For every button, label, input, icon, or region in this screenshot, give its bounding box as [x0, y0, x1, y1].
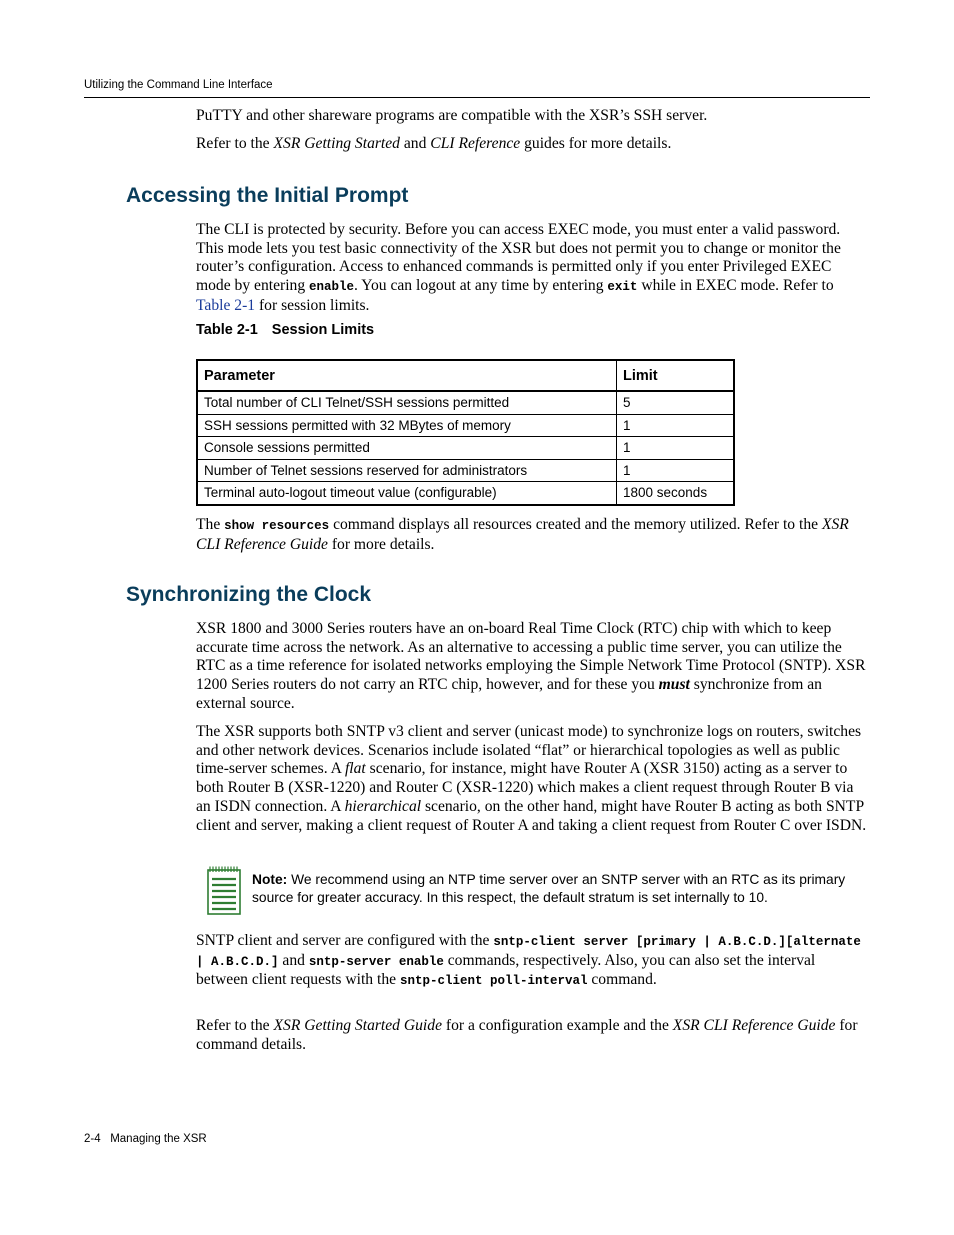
session-limits-table [196, 359, 735, 506]
header-rule [84, 97, 870, 98]
guide-title: XSR CLI Reference Guide [672, 1017, 836, 1034]
table-cell: Number of Telnet sessions reserved for administrators [197, 459, 617, 482]
note-text: Note: We recommend using an NTP time server over an SNTP server with an RTC as its primary source for greater accuracy. In this respect, the default stratum is set internally to 10. [252, 872, 846, 905]
emphasis-must: must [658, 676, 690, 694]
table-header-row [197, 360, 734, 391]
table-cell: 5 [617, 391, 735, 414]
table-2-1-link[interactable]: Table 2-1 [196, 296, 256, 314]
command-show-resources: show resources [224, 519, 330, 533]
section-heading-initial-prompt: Accessing the Initial Prompt [126, 184, 409, 207]
guide-title: XSR Getting Started Guide [273, 1017, 442, 1034]
table-cell: SSH sessions permitted with 32 MBytes of memory [197, 414, 617, 437]
table-caption: Table 2-1 Session Limits [196, 322, 375, 338]
table-cell: 1 [617, 437, 735, 460]
table-cell: Terminal auto-logout timeout value (configurable) [197, 482, 617, 505]
command-sntp-client-server: sntp-client server [primary | A.B.C.D.][alternate | A.B.C.D.] [196, 935, 861, 969]
command-sntp-server-enable: sntp-server enable [308, 954, 444, 969]
note-label: Note: [252, 872, 288, 887]
table-row [197, 482, 734, 505]
intro-paragraph-1: PuTTY and other shareware programs are compatible with the XSR’s SSH server. [196, 107, 708, 124]
sntp-config-paragraph: SNTP client and server are configured with the sntp-client server [primary | A.B.C.D.][alternate | A.B.C.D.] and sntp-server enable commands, respectively. Also, you can also set the interval between client requests with the sntp-client poll-interval command. [196, 932, 861, 989]
note-icon [206, 866, 242, 916]
page-footer: 2-4 Managing the XSR [84, 1133, 207, 1145]
rtc-paragraph: XSR 1800 and 3000 Series routers have an on-board Real Time Clock (RTC) chip with which to keep accurate time across the network. As an alternative to accessing a public time server, you can utilize the RTC as a time reference for isolated networks employing the Simple Network Time Protocol (SNTP). XSR 1200 Series routers do not carry an RTC chip, however, and for these you must synchronize from an external source. [196, 620, 866, 712]
section-heading-clock: Synchronizing the Clock [126, 583, 372, 606]
guide-title: XSR Getting Started [273, 135, 400, 152]
command-sntp-client-poll-interval: sntp-client poll-interval [399, 974, 588, 989]
table-cell: Total number of CLI Telnet/SSH sessions permitted [197, 391, 617, 414]
emphasis-flat: flat [344, 760, 366, 778]
running-header: Utilizing the Command Line Interface [84, 79, 273, 91]
table-cell: 1 [617, 414, 735, 437]
table-row [197, 459, 734, 482]
column-header: Limit [617, 360, 735, 391]
show-resources-paragraph: The show resources command displays all resources created and the memory utilized. Refer to the XSR CLI Reference Guide for more details. [196, 516, 849, 553]
initial-prompt-paragraph: The CLI is protected by security. Before you can access EXEC mode, you must enter a valid password. This mode lets you test basic connectivity of the XSR but does not permit you to change or monitor the router’s configuration. Access to enhanced commands is permitted only if you enter Privileged EXEC mode by entering enable. You can logout at any time by entering exit while in EXEC mode. Refer to Table 2-1 for session limits. [196, 221, 841, 314]
column-header: Parameter [197, 360, 617, 391]
intro-paragraph-2: Refer to the XSR Getting Started and CLI Reference guides for more details. [196, 135, 672, 152]
table-row [197, 414, 734, 437]
guide-title: CLI Reference [430, 135, 521, 152]
command-enable: enable [309, 280, 355, 295]
reference-paragraph: Refer to the XSR Getting Started Guide for a configuration example and the XSR CLI Reference Guide for command details. [196, 1017, 858, 1053]
table-cell: 1 [617, 459, 735, 482]
table-row [197, 437, 734, 460]
emphasis-hierarchical: hierarchical [344, 797, 422, 815]
sntp-scenarios-paragraph: The XSR supports both SNTP v3 client and server (unicast mode) to synchronize logs on routers, switches and other network devices. Scenarios include isolated “flat” or hierarchical topologies as well as public time-server schemes. A flat scenario, for instance, might have Router A (XSR 3150) acting as a server to both Router B (XSR-1220) and Router C (XSR-1220) which makes a client request through Router B via an ISDN connection. A hierarchical scenario, on the other hand, might have Router B acting as both SNTP client and server, making a client request of Router A and taking a client request from Router C over ISDN. [196, 723, 867, 834]
table-row [197, 391, 734, 414]
table-cell: Console sessions permitted [197, 437, 617, 460]
command-exit: exit [607, 280, 638, 295]
table-cell: 1800 seconds [617, 482, 735, 505]
guide-title: XSR CLI Reference Guide [196, 516, 849, 553]
